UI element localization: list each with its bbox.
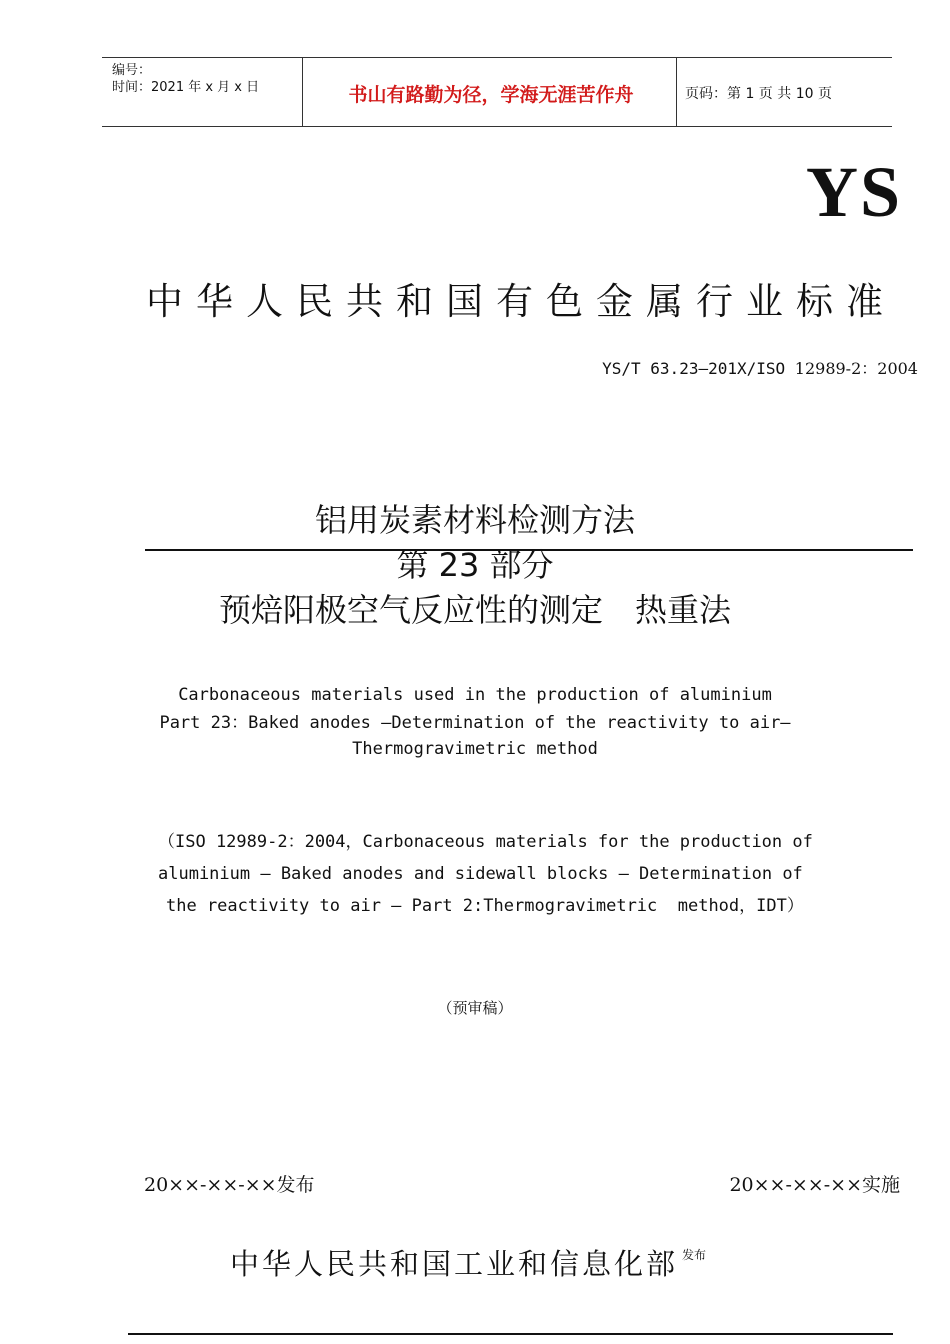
iso-reference-line2: aluminium — Baked anodes and sidewall blocks — Determination of xyxy=(158,864,803,884)
bottom-rule xyxy=(128,1333,893,1335)
iso-reference-line1: （ISO 12989-2：2004，Carbonaceous materials for the production of xyxy=(158,832,813,852)
cn-title-line2: 第 23 部分 xyxy=(396,546,554,584)
en-title-line1: Carbonaceous materials used in the production of aluminium xyxy=(178,685,772,705)
time-label: 时间：2021 年 x 月 x 日 xyxy=(112,80,260,95)
number-label: 编号： xyxy=(112,63,152,78)
standard-code xyxy=(602,356,918,379)
header-meta xyxy=(112,62,259,96)
iso-reference-line3: the reactivity to air — Part 2:Thermogravimetric method，IDT） xyxy=(166,896,804,916)
header-motto: 书山有路勤为径，学海无涯苦作舟 xyxy=(348,84,634,106)
en-title-line3: Thermogravimetric method xyxy=(352,739,598,759)
cn-title-line3: 预焙阳极空气反应性的测定 热重法 xyxy=(218,591,731,629)
implement-date: 20××-××-××实施 xyxy=(729,1174,900,1196)
ministry-title: 中华人民共和国工业和信息化部 xyxy=(230,1247,679,1281)
ys-logo: YS xyxy=(805,152,902,232)
cn-title-line1: 铝用炭素材料检测方法 xyxy=(314,501,635,539)
draft-label: （预审稿） xyxy=(437,999,513,1017)
release-date: 20××-××-××发布 xyxy=(144,1174,315,1196)
published-label: 发布 xyxy=(682,1248,707,1262)
standard-code-main: YS/T 63.23—201X/ISO xyxy=(602,359,795,378)
page-info: 页码：第 1 页 共 10 页 xyxy=(685,86,832,102)
standard-code-iso: 12989-2：2004 xyxy=(794,359,918,378)
ministry-name xyxy=(230,1242,706,1283)
document-header xyxy=(102,57,892,127)
header-divider xyxy=(302,58,303,126)
header-divider xyxy=(676,58,677,126)
standard-title: 中华人民共和国有色金属行业标准 xyxy=(146,280,896,323)
en-title-line2: Part 23：Baked anodes —Determination of the reactivity to air— xyxy=(159,713,791,733)
